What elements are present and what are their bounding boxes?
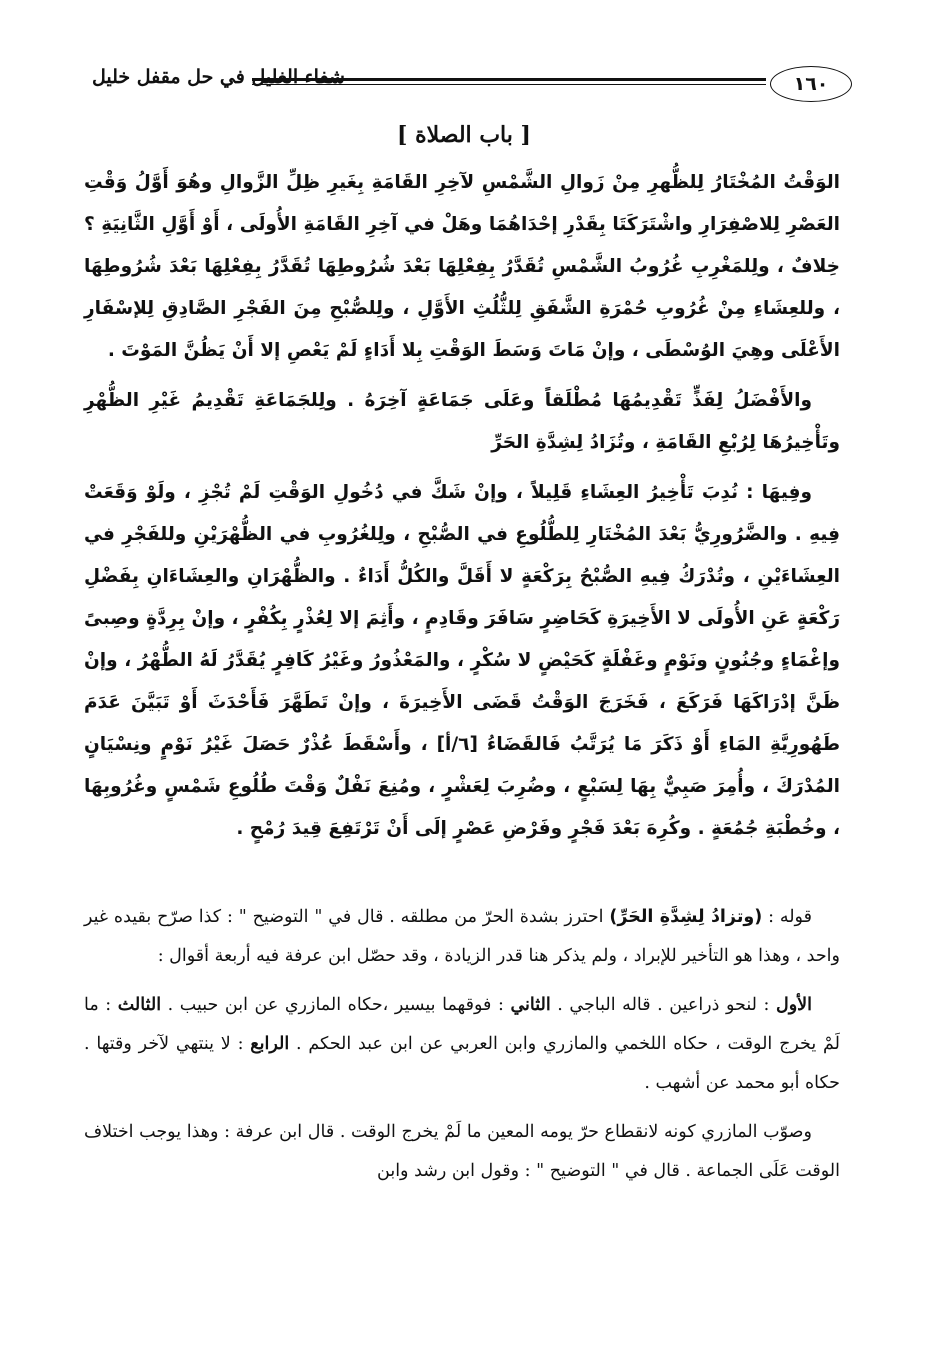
running-header [92,62,852,108]
opinion-text-third: : ما لَمْ يخرج الوقت ، حكاه اللخمي والمازري وابن العربي عن ابن عبد الحكم . [84,995,840,1054]
opinion-label-second: الثاني [510,995,551,1015]
commentary-quote: (وتزادُ لِشِدَّةِ الحَرِّ) [609,907,763,927]
commentary-paragraph-1 [84,898,840,976]
commentary [84,898,840,1201]
chapter-heading: [ باب الصلاة ] [397,122,531,148]
running-title: شفاء الغليل في حل مقفل خليل [92,66,345,88]
commentary-paragraph-3: وصوّب المازري كونه لانقطاع حرّ يومه المعين ما لَمْ يخرج الوقت . قال ابن عرفة : وهذا يوجب اختلاف الوقت عَلَى الجماعة . قال في " التوضيح " : وقول ابن رشد وابن [84,1122,840,1181]
main-text [84,162,840,858]
opinion-label-third: الثالث [117,995,162,1015]
opinion-label-first: الأول [775,995,812,1015]
matn-paragraph-necessary-time: وفِيهَا : نُدِبَ تَأْخِيرُ العِشَاءِ قَلِيلاً ، وإنْ شَكَّ في دُخُولِ الوَقْتِ لَمْ تُجْزِ ، ولَوْ وَقَعَتْ فِيهِ . والضَّرُورِيُّ بَعْدَ المُخْتَارِ لِلطُّلُوعِ في الصُّبْحِ ، ولِلغُرُوبِ في الظُّهْرَيْنِ وللفَجْرِ في العِشَاءَيْنِ ، وتُدْرَكُ فِيهِ الصُّبْحُ بِرَكْعَةٍ لا أَقَلَّ والكُلُّ أَدَاءٌ . والظُّهْرَانِ والعِشَاءَانِ بِفَضْلِ رَكْعَةٍ عَنِ الأُولَى لا الأَخِيرَةِ كَحَاضِرٍ سَافَرَ وقَادِمٍ ، وأَثِمَ إلا لِعُذْرٍ بِكُفْرٍ ، وإنْ بِرِدَّةٍ وصِبىً وإغْمَاءٍ وجُنُونٍ ونَوْمٍ وغَفْلَةٍ كَحَيْضٍ لا سُكْرٍ ، والمَعْذُورُ وغَيْرُ كَافِرٍ يُقَدَّرُ لَهُ الطُّهْرُ ، وإنْ ظَنَّ إدْرَاكَهَا فَرَكَعَ ، فَخَرَجَ الوَقْتُ قَضَى الأَخِيرَةَ ، وإنْ تَطَهَّرَ فَأَحْدَثَ أَوْ تَبَيَّنَ عَدَمَ طَهُورِيَّةِ المَاءِ أَوْ ذَكَرَ مَا يُرَتَّبُ فَالقَضَاءُ [٦/أ] ، وأَسْقَطَ عُذْرٌ حَصَلَ غَيْرُ نَوْمٍ ونِسْيَانٍ المُدْرَكَ ، وأُمِرَ صَبِيٌّ بِهَا لِسَبْعٍ ، وضُرِبَ لِعَشْرٍ ، ومُنِعَ نَفْلٌ وَقْتَ طُلُوعِ شَمْسٍ وغُرُوبِهَا ، وخُطْبَةِ جُمُعَةٍ . وكُرِهَ بَعْدَ فَجْرٍ وفَرْضِ عَصْرٍ إلَى أَنْ تَرْتَفِعَ قِيدَ رُمْحٍ . [84,482,840,839]
opinion-label-fourth: الرابع [250,1034,290,1054]
commentary-text: احترز بشدة الحرّ من مطلقه . قال في " التوضيح " : كذا صرّح بقيده غير واحد ، وهذا هو التأخير للإبراد ، ولم يذكر هنا قدر الزيادة ، وقد حصّل ابن عرفة فيه أربعة أقوال : [84,907,840,966]
commentary-lead: قوله : [768,907,812,927]
opinion-text-fourth: : لا ينتهي لآخر وقتها . حكاه أبو محمد عن أشهب . [84,1034,840,1093]
matn-paragraph-times: الوَقْتُ المُخْتَارُ لِلظُّهرِ مِنْ زَوالِ الشَّمْسِ لآخِرِ القَامَةِ بِغَيرِ ظِلِّ الزَّوالِ وهُوَ أَوَّلُ وَقْتِ العَصْرِ لِلاصْفِرَارِ واشْتَرَكَتَا بِقَدْرِ إحْدَاهُمَا وهَلْ في آخِرِ القَامَةِ الأُولَى ، أَوْ أَوَّلِ الثَّانِيَةِ ؟ خِلافٌ ، ولِلمَغْرِبِ غُرُوبُ الشَّمْسِ تُقَدَّرُ بِفِعْلِهَا بَعْدَ شُرُوطِهَا تُقَدَّرُ بِفِعْلِهَا بَعْدَ شُرُوطِهَا ، وللعِشَاءِ مِنْ غُرُوبِ حُمْرَةِ الشَّفَقِ لِلثُّلُثِ الأَوَّلِ ، ولِلصُّبْحِ مِنَ الفَجْرِ الصَّادِقِ لِلإسْفَارِ الأَعْلَى وهِيَ الوُسْطَى ، وإنْ مَاتَ وَسَطَ الوَقْتِ بِلا أَدَاءٍ لَمْ يَعْصِ إلا أَنْ يَظُنَّ المَوْتَ . [84,172,840,361]
commentary-paragraph-2 [84,986,840,1103]
matn-paragraph-preference: والأَفْضَلُ لِفَذٍّ تَقْدِيمُهَا مُطْلَقاً وعَلَى جَمَاعَةٍ آخِرَهُ . ولِلجَمَاعَةِ تَقْدِيمُ غَيْرِ الظُّهْرِ وتَأْخِيرُهَا لِرُبْعِ القَامَةِ ، وتُزَادُ لِشِدَّةِ الحَرِّ [84,390,840,453]
opinion-text-first: : لنحو ذراعين . قاله الباجي . [557,995,770,1015]
opinion-text-second: : فوقهما بيسير ،حكاه المازري عن ابن حبيب . [167,995,504,1015]
page-number: ١٦٠ [770,66,852,102]
